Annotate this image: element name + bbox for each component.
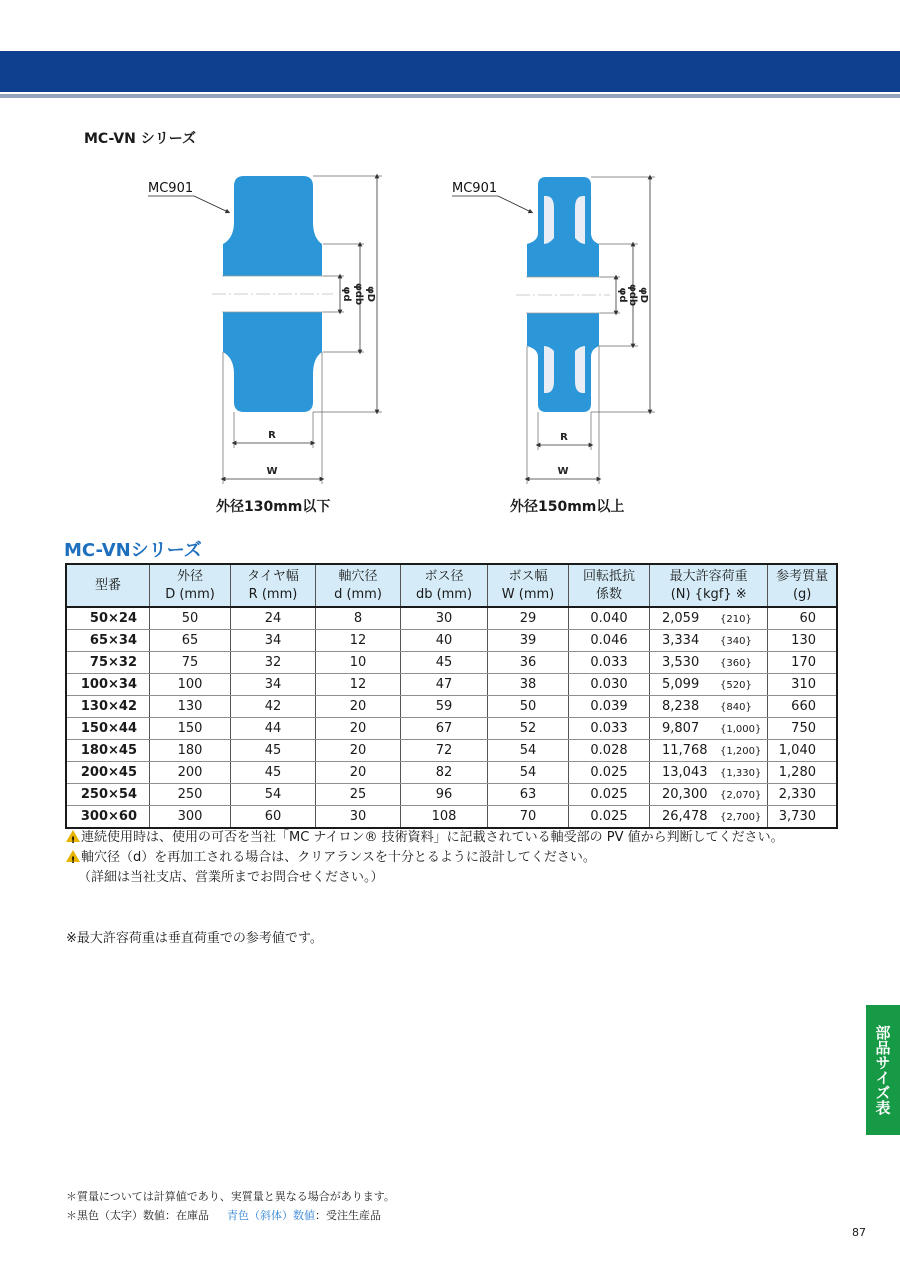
load-kgf: {360} <box>720 658 752 669</box>
cell-model: 200×45 <box>66 762 150 784</box>
material-callout-large: MC901 <box>452 181 498 196</box>
cell-bore: 12 <box>316 630 401 652</box>
load-newton: 3,530 <box>662 655 700 670</box>
wheel-diagram-small <box>148 176 382 484</box>
load-kgf: {2,700} <box>720 812 762 823</box>
cell-max-load <box>650 696 768 718</box>
cell-diameter: 100 <box>150 674 231 696</box>
section-tab-label: 部品サイズ表 <box>873 1025 892 1115</box>
cell-boss-width: 38 <box>488 674 569 696</box>
cell-mass: 3,730 <box>768 806 837 829</box>
cell-model: 65×34 <box>66 630 150 652</box>
cell-mass: 750 <box>768 718 837 740</box>
cell-rolling-coef: 0.046 <box>569 630 650 652</box>
cell-rolling-coef: 0.025 <box>569 762 650 784</box>
table-row <box>66 718 837 740</box>
cell-rolling-coef: 0.033 <box>569 718 650 740</box>
cell-diameter: 300 <box>150 806 231 829</box>
load-newton: 9,807 <box>662 721 700 736</box>
cell-mass: 2,330 <box>768 784 837 806</box>
cell-tire-width: 54 <box>231 784 316 806</box>
cell-boss-width: 70 <box>488 806 569 829</box>
cell-boss-diameter: 30 <box>401 607 488 630</box>
cell-boss-width: 63 <box>488 784 569 806</box>
cell-boss-width: 52 <box>488 718 569 740</box>
table-row <box>66 630 837 652</box>
table-title: MC-VNシリーズ <box>64 540 202 561</box>
mass-footnote: ＊質量については計算値であり、実質量と異なる場合があります。 <box>66 1190 395 1203</box>
cell-max-load <box>650 607 768 630</box>
dim-label-R-small: R <box>268 430 276 441</box>
cell-mass: 130 <box>768 630 837 652</box>
series-heading: MC-VN シリーズ <box>84 131 197 147</box>
load-newton: 13,043 <box>662 765 708 780</box>
load-kgf: {1,000} <box>720 724 762 735</box>
cell-mass: 310 <box>768 674 837 696</box>
cell-max-load <box>650 740 768 762</box>
cell-boss-width: 50 <box>488 696 569 718</box>
cell-tire-width: 44 <box>231 718 316 740</box>
cell-diameter: 50 <box>150 607 231 630</box>
load-kgf: {340} <box>720 636 752 647</box>
cell-mass: 1,280 <box>768 762 837 784</box>
wheel-diagram-large <box>452 177 655 484</box>
warning-note-1: !連続使用時は、使用の可否を当社「MC ナイロン® 技術資料」に記載されている軸受部の PV 値から判断してください。 <box>66 828 784 848</box>
cell-diameter: 75 <box>150 652 231 674</box>
detail-note: （詳細は当社支店、営業所までお問合せください。） <box>78 870 384 885</box>
cell-tire-width: 42 <box>231 696 316 718</box>
cell-boss-diameter: 82 <box>401 762 488 784</box>
cell-model: 250×54 <box>66 784 150 806</box>
cell-tire-width: 45 <box>231 762 316 784</box>
cell-model: 100×34 <box>66 674 150 696</box>
load-newton: 11,768 <box>662 743 708 758</box>
cell-diameter: 150 <box>150 718 231 740</box>
caption-small-wheel: 外径130mm以下 <box>216 499 331 515</box>
cell-boss-diameter: 47 <box>401 674 488 696</box>
cell-model: 150×44 <box>66 718 150 740</box>
cell-mass: 660 <box>768 696 837 718</box>
cell-bore: 30 <box>316 806 401 829</box>
load-kgf: {1,200} <box>720 746 762 757</box>
cell-bore: 10 <box>316 652 401 674</box>
spec-table <box>65 563 838 829</box>
cell-model: 300×60 <box>80 809 137 824</box>
cell-tire-width: 24 <box>231 607 316 630</box>
cell-bore: 20 <box>316 762 401 784</box>
table-row <box>66 696 837 718</box>
cell-model: 75×32 <box>66 652 150 674</box>
dim-label-D-large: φD <box>638 286 649 304</box>
cell-tire-width: 45 <box>231 740 316 762</box>
footnotes <box>66 1187 395 1225</box>
cell-bore: 20 <box>316 718 401 740</box>
cell-mass: 1,040 <box>768 740 837 762</box>
cell-rolling-coef: 0.039 <box>569 696 650 718</box>
dim-label-d-large: φd <box>617 287 628 303</box>
cell-tire-width: 60 <box>231 806 316 829</box>
cell-boss-diameter: 72 <box>401 740 488 762</box>
cell-boss-width: 36 <box>488 652 569 674</box>
cell-rolling-coef: 0.033 <box>569 652 650 674</box>
dim-label-d-small: φd <box>341 286 352 302</box>
web-recess-top-right <box>575 196 585 244</box>
column-header: タイヤ幅 R (mm) <box>231 564 316 607</box>
cell-boss-width: 54 <box>488 740 569 762</box>
cell-boss-diameter: 45 <box>401 652 488 674</box>
dim-label-R-large: R <box>560 432 568 443</box>
load-newton: 3,334 <box>662 633 700 648</box>
cell-diameter: 200 <box>150 762 231 784</box>
dim-label-db-large: φdb <box>627 283 638 307</box>
load-kgf: {840} <box>720 702 752 713</box>
column-header: 外径 D (mm) <box>150 564 231 607</box>
warning-icon <box>66 830 80 842</box>
cell-max-load <box>650 762 768 784</box>
legend-blue-rest: ：受注生産品 <box>315 1209 381 1222</box>
web-recess-bottom-right <box>575 346 585 393</box>
column-header: 型番 <box>66 564 150 607</box>
web-recess-top-left <box>544 196 554 244</box>
load-newton: 20,300 <box>662 787 708 802</box>
dim-label-W-small: W <box>266 466 278 477</box>
warning-note-2: !軸穴径（d）を再加工される場合は、クリアランスを十分とるように設計してください。 <box>66 848 784 868</box>
cell-rolling-coef: 0.030 <box>569 674 650 696</box>
cell-bore: 20 <box>316 696 401 718</box>
wheel-diagrams <box>0 0 900 530</box>
column-header: 参考質量 (g) <box>768 564 837 607</box>
cell-diameter: 180 <box>150 740 231 762</box>
table-header-row <box>66 564 837 607</box>
cell-bore: 12 <box>316 674 401 696</box>
load-kgf: {520} <box>720 680 752 691</box>
dim-label-W-large: W <box>557 466 569 477</box>
cell-max-load <box>650 630 768 652</box>
table-row <box>66 607 837 630</box>
load-kgf: {210} <box>720 614 752 625</box>
column-header: 軸穴径 d (mm) <box>316 564 401 607</box>
dim-label-D-small: φD <box>365 285 376 303</box>
cell-bore: 8 <box>316 607 401 630</box>
cell-boss-width: 54 <box>488 762 569 784</box>
load-reference-note: ※最大許容荷重は垂直荷重での参考値です。 <box>66 931 323 946</box>
cell-bore: 25 <box>316 784 401 806</box>
cell-boss-diameter: 108 <box>401 806 488 829</box>
cell-tire-width: 34 <box>231 630 316 652</box>
material-callout-small: MC901 <box>148 181 194 196</box>
caption-large-wheel: 外径150mm以上 <box>510 499 625 515</box>
load-newton: 8,238 <box>662 699 700 714</box>
cell-max-load <box>650 652 768 674</box>
table-row <box>66 784 837 806</box>
table-row <box>66 674 837 696</box>
cell-diameter: 65 <box>150 630 231 652</box>
cell-mass: 60 <box>768 607 837 630</box>
cell-mass: 170 <box>768 652 837 674</box>
column-header: 回転抵抗 係数 <box>569 564 650 607</box>
cell-max-load <box>650 674 768 696</box>
warning-icon <box>66 850 80 862</box>
notes-block <box>66 828 784 888</box>
load-newton: 5,099 <box>662 677 700 692</box>
cell-boss-diameter: 67 <box>401 718 488 740</box>
cell-boss-width: 39 <box>488 630 569 652</box>
legend-blue-label: 青色（斜体）数値 <box>227 1209 315 1222</box>
dim-label-db-small: φdb <box>353 282 364 306</box>
web-recess-bottom-left <box>544 346 554 393</box>
table-row <box>66 762 837 784</box>
cell-diameter: 130 <box>150 696 231 718</box>
cell-rolling-coef: 0.025 <box>569 806 650 829</box>
cell-max-load <box>650 718 768 740</box>
cell-boss-diameter: 96 <box>401 784 488 806</box>
cell-tire-width: 34 <box>231 674 316 696</box>
column-header: ボス径 db (mm) <box>401 564 488 607</box>
column-header: 最大許容荷重 (N) {kgf} ※ <box>650 564 768 607</box>
cell-model: 180×45 <box>66 740 150 762</box>
table-row <box>66 652 837 674</box>
cell-rolling-coef: 0.040 <box>569 607 650 630</box>
cell-rolling-coef: 0.028 <box>569 740 650 762</box>
cell-max-load <box>650 806 768 829</box>
cell-diameter: 250 <box>150 784 231 806</box>
table-row <box>66 806 837 829</box>
cell-boss-diameter: 59 <box>401 696 488 718</box>
load-kgf: {2,070} <box>720 790 762 801</box>
load-newton: 2,059 <box>662 611 700 626</box>
table-row <box>66 740 837 762</box>
color-legend <box>66 1206 395 1225</box>
page-number: 87 <box>852 1226 866 1239</box>
cell-rolling-coef: 0.025 <box>569 784 650 806</box>
cell-tire-width: 32 <box>231 652 316 674</box>
column-header: ボス幅 W (mm) <box>488 564 569 607</box>
load-newton: 26,478 <box>662 809 708 824</box>
section-tab[interactable] <box>866 1005 900 1135</box>
legend-black: ＊黒色（太字）数値：在庫品 <box>66 1209 209 1222</box>
cell-model: 50×24 <box>66 607 150 630</box>
cell-model: 130×42 <box>66 696 150 718</box>
cell-bore: 20 <box>316 740 401 762</box>
load-kgf: {1,330} <box>720 768 762 779</box>
cell-boss-diameter: 40 <box>401 630 488 652</box>
cell-max-load <box>650 784 768 806</box>
cell-boss-width: 29 <box>488 607 569 630</box>
